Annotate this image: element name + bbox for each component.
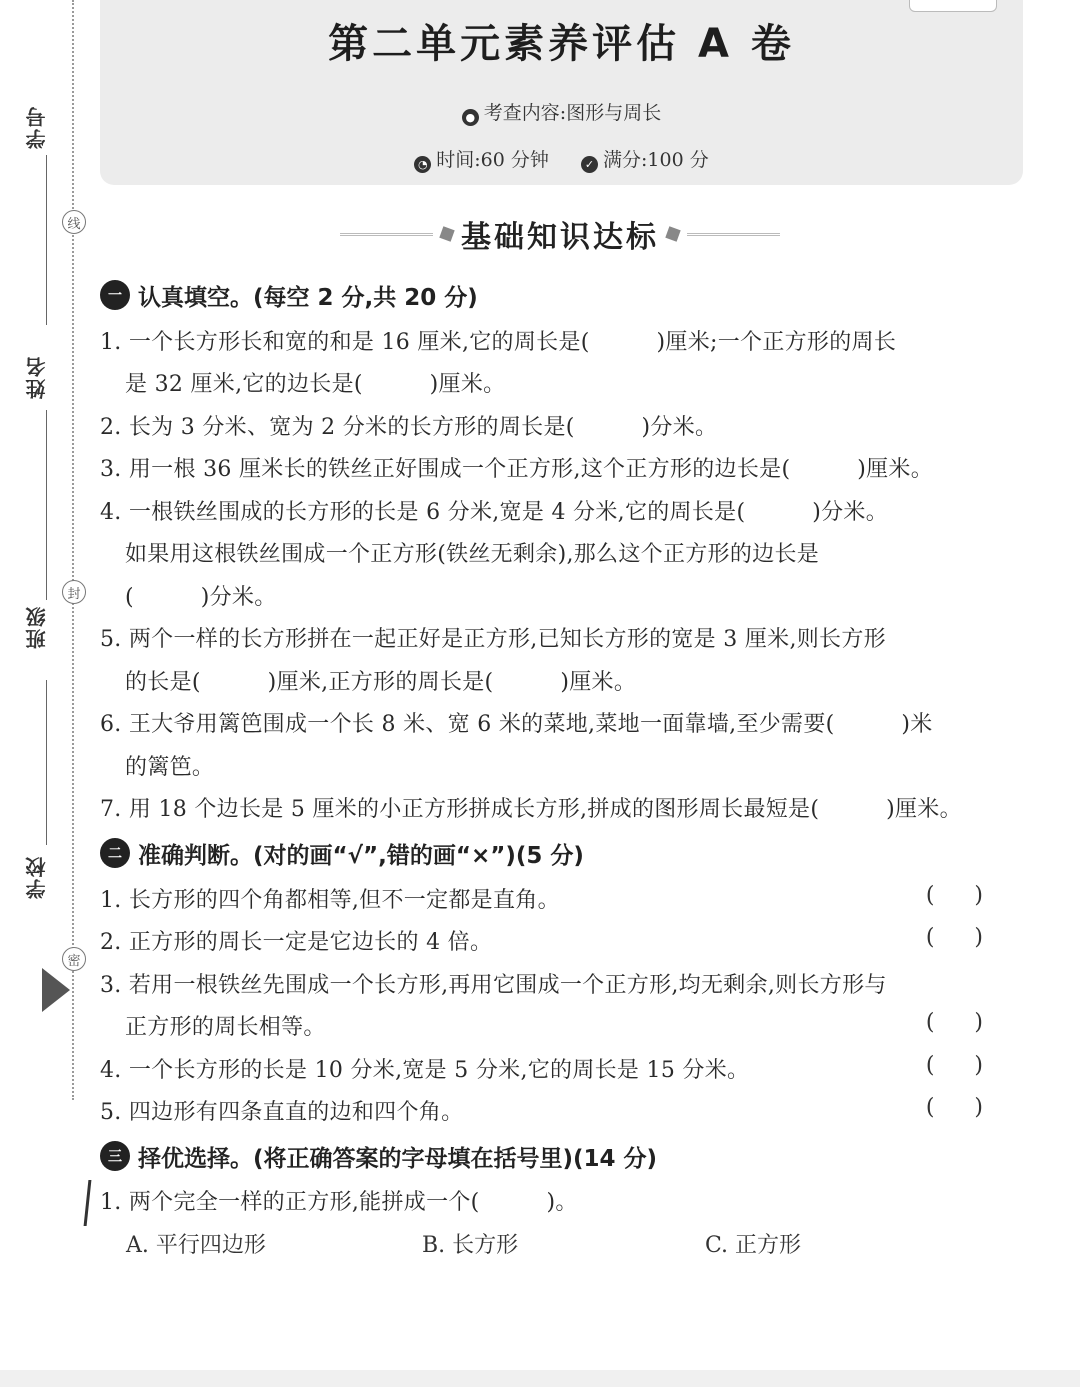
question-line: 1. 一个长方形长和宽的和是 16 厘米,它的周长是( )厘米;一个正方形的周长 bbox=[100, 330, 897, 355]
seal-circle-secret: 密 bbox=[62, 947, 86, 971]
answer-paren[interactable]: () bbox=[925, 925, 1023, 950]
student-id-label: 学号 bbox=[25, 105, 49, 149]
section-title: 认真填空。(每空 2 分,共 20 分) bbox=[138, 284, 478, 311]
banner-title: 基础知识达标 bbox=[461, 220, 659, 255]
question-line: 的篱笆。 bbox=[125, 755, 215, 780]
section-heading bbox=[100, 277, 478, 313]
question-line: 的长是( )厘米,正方形的周长是( )厘米。 bbox=[125, 670, 637, 695]
question-line: 5. 四边形有四条直直的边和四个角。 bbox=[100, 1100, 464, 1125]
question-line: 4. 一个长方形的长是 10 分米,宽是 5 分米,它的周长是 15 分米。 bbox=[100, 1058, 750, 1083]
question-line: 如果用这根铁丝围成一个正方形(铁丝无剩余),那么这个正方形的边长是 bbox=[125, 542, 820, 567]
check-icon: ✓ bbox=[581, 156, 598, 173]
question-line: 5. 两个一样的长方形拼在一起正好是正方形,已知长方形的宽是 3 厘米,则长方形 bbox=[100, 627, 886, 652]
question-line: 4. 一根铁丝围成的长方形的长是 6 分米,宽是 4 分米,它的周长是( )分米。 bbox=[100, 500, 889, 525]
clock-icon: ◔ bbox=[414, 156, 431, 173]
scope-line bbox=[100, 98, 1023, 126]
name-label: 姓名 bbox=[25, 355, 49, 399]
student-id-blank bbox=[46, 155, 47, 325]
name-blank bbox=[46, 410, 47, 600]
section-number-badge: 一 bbox=[100, 280, 130, 310]
section-number-badge: 二 bbox=[100, 838, 130, 868]
banner-ornament-icon bbox=[439, 226, 454, 241]
section-title: 择优选择。(将正确答案的字母填在括号里)(14 分) bbox=[138, 1145, 658, 1172]
question-line: 3. 若用一根铁丝先围成一个长方形,再用它围成一个正方形,均无剩余,则长方形与 bbox=[100, 973, 887, 998]
answer-paren[interactable]: () bbox=[925, 1053, 1023, 1078]
section-heading bbox=[100, 835, 584, 871]
page-title: 第二单元素养评估 A 卷 bbox=[328, 21, 795, 67]
section-number-badge: 三 bbox=[100, 1141, 130, 1171]
question-line: 3. 用一根 36 厘米长的铁丝正好围成一个正方形,这个正方形的边长是( )厘米。 bbox=[100, 457, 934, 482]
answer-paren[interactable]: () bbox=[925, 883, 1023, 908]
question-line: 6. 王大爷用篱笆围成一个长 8 米、宽 6 米的菜地,菜地一面靠墙,至少需要( )米 bbox=[100, 712, 933, 737]
scope-text: 考查内容:图形与周长 bbox=[483, 102, 662, 124]
question-line: 2. 正方形的周长一定是它边长的 4 倍。 bbox=[100, 930, 493, 955]
cut-line bbox=[72, 0, 74, 1100]
question-line: ( )分米。 bbox=[125, 585, 277, 610]
question-line: 7. 用 18 个边长是 5 厘米的小正方形拼成长方形,拼成的图形周长最短是( )厘米。 bbox=[100, 797, 962, 822]
answer-paren[interactable]: () bbox=[925, 1095, 1023, 1120]
search-icon: ● bbox=[462, 109, 479, 126]
seal-circle-seal: 封 bbox=[62, 580, 86, 604]
answer-paren[interactable]: () bbox=[925, 1010, 1023, 1035]
time-text: 时间:60 分钟 bbox=[436, 149, 549, 171]
question-line: 正方形的周长相等。 bbox=[125, 1015, 326, 1040]
question-line: 2. 长为 3 分米、宽为 2 分米的长方形的周长是( )分米。 bbox=[100, 415, 718, 440]
option-b[interactable]: B. 长方形 bbox=[422, 1233, 519, 1258]
section-heading bbox=[100, 1138, 657, 1174]
banner-ornament-icon bbox=[665, 226, 680, 241]
exam-info-line bbox=[100, 145, 1023, 173]
bottom-bar bbox=[0, 1370, 1080, 1387]
question-line: 1. 长方形的四个角都相等,但不一定都是直角。 bbox=[100, 888, 560, 913]
page-marker-icon bbox=[42, 968, 70, 1012]
header-card bbox=[100, 0, 1023, 185]
option-c[interactable]: C. 正方形 bbox=[705, 1233, 802, 1258]
seal-circle-line: 线 bbox=[62, 210, 86, 234]
question-line: 1. 两个完全一样的正方形,能拼成一个( )。 bbox=[100, 1190, 578, 1215]
score-text: 满分:100 分 bbox=[603, 149, 709, 171]
binding-margin bbox=[0, 0, 95, 1387]
section-title: 准确判断。(对的画“√”,错的画“×”)(5 分) bbox=[138, 842, 584, 869]
question-line: 是 32 厘米,它的边长是( )厘米。 bbox=[125, 372, 506, 397]
school-label: 学校 bbox=[25, 855, 49, 899]
section-banner bbox=[340, 212, 780, 256]
score-box bbox=[909, 0, 997, 12]
option-a[interactable]: A. 平行四边形 bbox=[126, 1233, 266, 1258]
class-blank bbox=[46, 680, 47, 845]
class-label: 班级 bbox=[25, 605, 49, 649]
